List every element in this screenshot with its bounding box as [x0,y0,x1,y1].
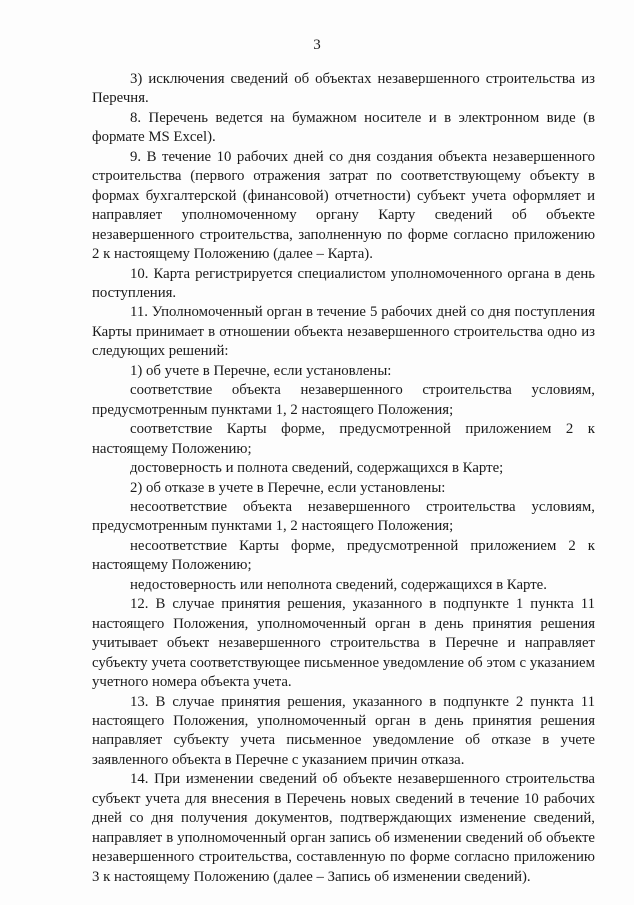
paragraph-11: 11. Уполномоченный орган в течение 5 рабочих дней со дня поступления Карты принимает в отношении объекта незавершенного строительства одно из следующих решений: [92,304,595,360]
paragraph-12: 12. В случае принятия решения, указанного в подпункте 1 пункта 11 настоящего Положения, уполномоченный орган в день принятия решения учитывает объект незавершенного строительства в Перечне и направляет субъекту учета соответствующее письменное уведомление об этом с указанием учетного номера объекта учета. [92,596,595,691]
paragraph-11-item-2-condition: несоответствие Карты форме, предусмотренной приложением 2 к настоящему Положению; [92,537,595,574]
paragraph-11-item-1: 1) об учете в Перечне, если установлены: [130,362,392,379]
paragraph-11-item-1-condition: достоверность и полнота сведений, содержащихся в Карте; [130,460,504,477]
page-number: 3 [313,37,321,53]
paragraph-10: 10. Карта регистрируется специалистом уполномоченного органа в день поступления. [92,265,595,301]
paragraph-11-item-2: 2) об отказе в учете в Перечне, если установлены: [130,479,446,496]
paragraph-14: 14. При изменении сведений об объекте незавершенного строительства субъект учета для внесения в Перечень новых сведений в течение 10 рабочих дней со дня получения документов, подтверждающих изменение сведений, направляет в уполномоченный орган запись об изменении сведений об объекте незавершенного строительства, составленную по форме согласно приложению 3 к настоящему Положению (далее – Запись об изменении сведений). [92,771,595,885]
paragraph-11-item-2-condition: несоответствие объекта незавершенного строительства условиям, предусмотренным пунктами 1, 2 настоящего Положения; [92,498,595,535]
paragraph-11-item-2-condition: недостоверность или неполнота сведений, содержащихся в Карте. [130,576,547,593]
paragraph-11-item-1-condition: соответствие объекта незавершенного строительства условиям, предусмотренным пунктами 1, 2 настоящего Положения; [92,382,595,418]
paragraph-9: 9. В течение 10 рабочих дней со дня создания объекта незавершенного строительства (первого отражения затрат по соответствующему объекту в формах бухгалтерской (финансовой) отчетности) субъект учета оформляет и направляет уполномоченному органу Карту сведений об объекте незавершенного строительства, заполненную по форме согласно приложению 2 к настоящему Положению (далее – Карта). [92,148,595,263]
document-body [92,70,595,887]
paragraph-13: 13. В случае принятия решения, указанного в подпункте 2 пункта 11 настоящего Положения, уполномоченный орган в день принятия решения направляет субъекту учета письменное уведомление об отказе в учете заявленного объекта в Перечне с указанием причин отказа. [92,693,595,768]
paragraph-11-item-1-condition: соответствие Карты форме, предусмотренной приложением 2 к настоящему Положению; [92,421,595,457]
paragraph-item-3-exclusion: 3) исключения сведений об объектах незавершенного строительства из Перечня. [92,71,595,107]
paragraph-8: 8. Перечень ведется на бумажном носителе и в электронном виде (в формате MS Excel). [92,109,595,146]
